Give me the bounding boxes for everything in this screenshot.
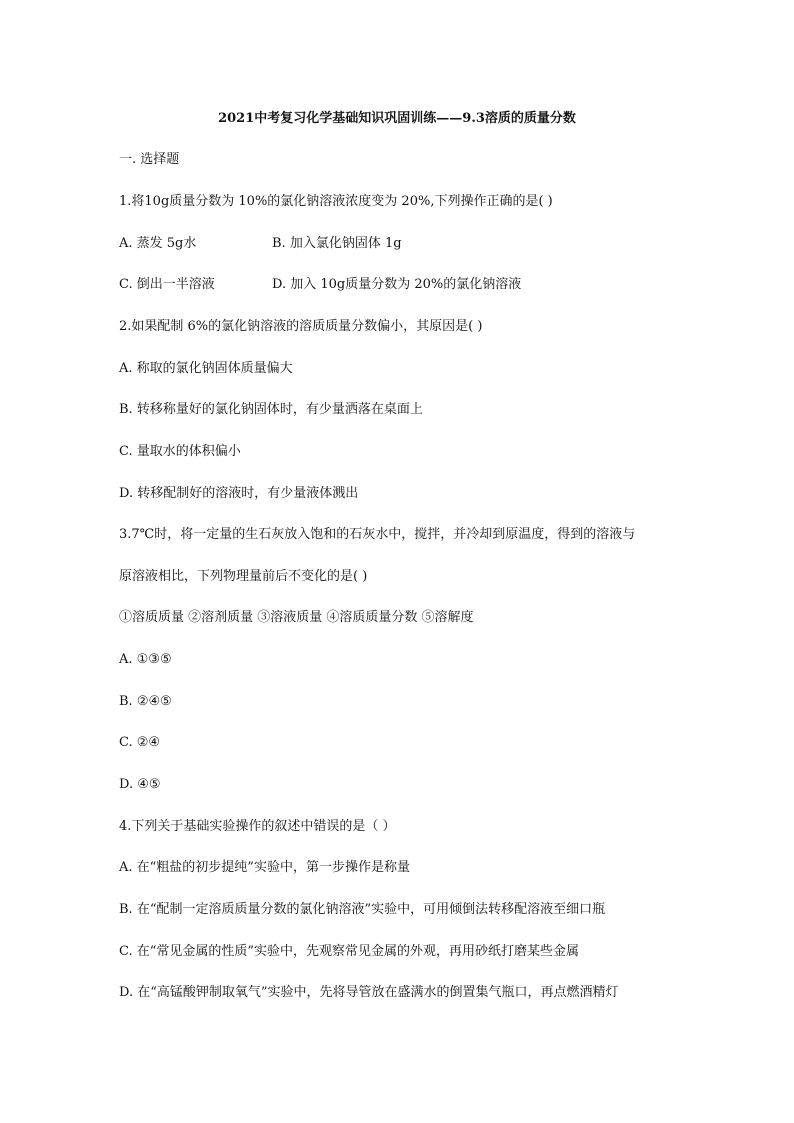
- question-1-option-d: D. 加入 10g质量分数为 20%的氯化钠溶液: [272, 277, 522, 292]
- question-2-option-d: D. 转移配制好的溶液时，有少量液体溅出: [119, 486, 359, 501]
- question-2-stem: 2.如果配制 6%的氯化钠溶液的溶质质量分数偏小，其原因是( ): [119, 319, 483, 334]
- question-2-option-b: B. 转移称量好的氯化钠固体时，有少量洒落在桌面上: [119, 402, 423, 417]
- question-3-stem-line-1: 3.7℃时，将一定量的生石灰放入饱和的石灰水中，搅拌，并冷却到原温度，得到的溶液与: [119, 527, 636, 542]
- question-4-stem: 4.下列关于基础实验操作的叙述中错误的是（ ）: [119, 819, 396, 834]
- question-2-option-a: A. 称取的氯化钠固体质量偏大: [119, 361, 293, 376]
- question-2-option-c: C. 量取水的体积偏小: [119, 444, 241, 459]
- question-4-option-a: A. 在“粗盐的初步提纯”实验中，第一步操作是称量: [119, 860, 410, 875]
- question-1-option-a: A. 蒸发 5g水: [119, 236, 197, 251]
- question-3-items: ①溶质质量 ②溶剂质量 ③溶液质量 ④溶质质量分数 ⑤溶解度: [119, 610, 474, 625]
- question-4-option-b: B. 在“配制一定溶质质量分数的氯化钠溶液”实验中，可用倾倒法转移配溶液至细口瓶: [119, 902, 606, 917]
- question-1-option-b: B. 加入氯化钠固体 1g: [272, 236, 402, 251]
- page-title: 2021中考复习化学基础知识巩固训练——9.3溶质的质量分数: [218, 111, 576, 126]
- question-4-option-c: C. 在“常见金属的性质”实验中，先观察常见金属的外观，再用砂纸打磨某些金属: [119, 944, 580, 959]
- section-heading: 一. 选择题: [119, 152, 180, 167]
- question-4-option-d: D. 在“高锰酸钾制取氧气”实验中，先将导管放在盛满水的倒置集气瓶口，再点燃酒精灯: [119, 985, 619, 1000]
- question-3-option-d: D. ④⑤: [119, 777, 161, 792]
- question-3-option-b: B. ②④⑤: [119, 694, 172, 709]
- question-3-stem-line-2: 原溶液相比，下列物理量前后不变化的是( ): [119, 569, 368, 584]
- question-1-stem: 1.将10g质量分数为 10%的氯化钠溶液浓度变为 20%,下列操作正确的是( ): [119, 194, 553, 209]
- question-3-option-c: C. ②④: [119, 735, 161, 750]
- question-1-option-c: C. 倒出一半溶液: [119, 277, 215, 292]
- question-3-option-a: A. ①③⑤: [119, 652, 172, 667]
